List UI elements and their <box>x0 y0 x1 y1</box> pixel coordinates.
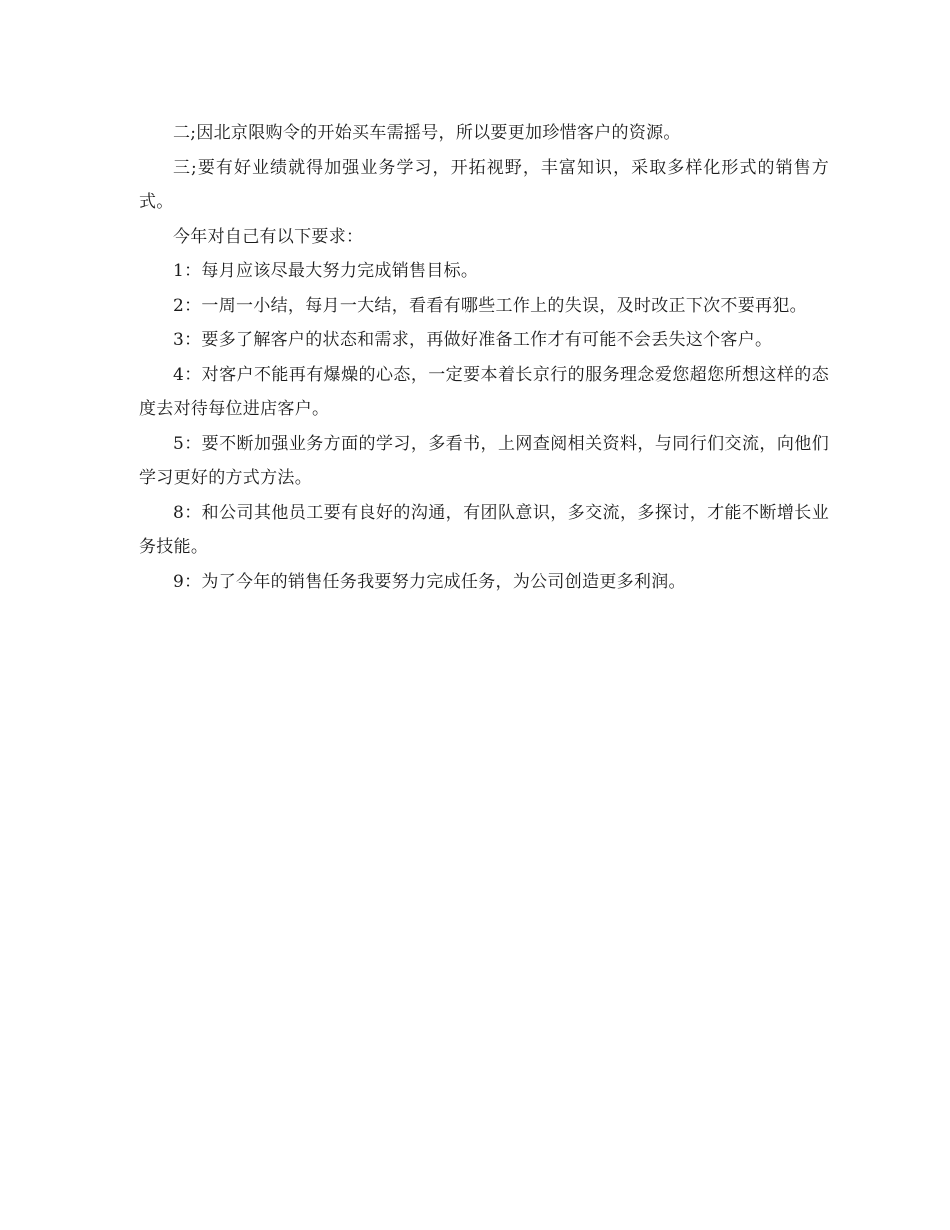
requirement-8: 8：和公司其他员工要有良好的沟通，有团队意识，多交流，多探讨，才能不断增长业务技能。 <box>139 502 829 557</box>
requirement-2: 2：一周一小结，每月一大结，看看有哪些工作上的失误，及时改正下次不要再犯。 <box>173 295 807 316</box>
requirements-heading: 今年对自己有以下要求： <box>173 226 364 247</box>
requirement-3: 3：要多了解客户的状态和需求，再做好准备工作才有可能不会丢失这个客户。 <box>173 330 773 350</box>
paragraph-2: 二;因北京限购令的开始买车需摇号，所以要更加珍惜客户的资源。 <box>173 123 681 143</box>
requirement-4: 4：对客户不能再有爆燥的心态，一定要本着长京行的服务理念爱您超您所想这样的态度去对待每位进店客户。 <box>139 364 829 419</box>
requirement-5: 5：要不断加强业务方面的学习，多看书，上网查阅相关资料，与同行们交流，向他们学习更好的方式方法。 <box>139 433 829 488</box>
requirement-9: 9：为了今年的销售任务我要努力完成任务，为公司创造更多利润。 <box>173 571 686 592</box>
document-body <box>139 116 829 599</box>
requirement-1: 1：每月应该尽最大努力完成销售目标。 <box>173 261 479 281</box>
paragraph-3: 三;要有好业绩就得加强业务学习，开拓视野，丰富知识，采取多样化形式的销售方式。 <box>139 157 829 212</box>
